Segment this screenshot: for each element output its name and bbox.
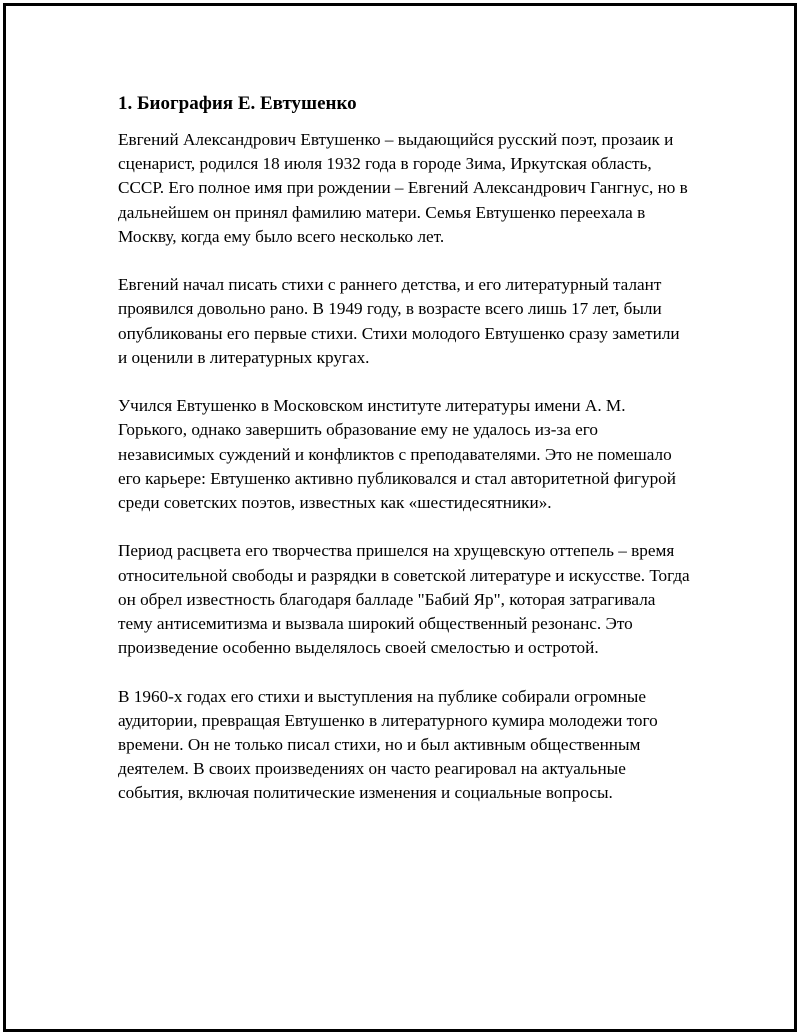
section-title: 1. Биография Е. Евтушенко	[118, 93, 357, 114]
document-body	[118, 92, 693, 830]
paragraph-birth: Евгений Александрович Евтушенко – выдающийся русский поэт, прозаик и сценарист, родился 18 июля 1932 года в городе Зима, Иркутская область, СССР. Его полное имя при рождении – Евгений Александрович Гангнус, но в дальнейшем он принял фамилию матери. Семья Евтушенко переехала в Москву, когда ему было всего несколько лет.	[118, 130, 688, 246]
paragraph-thaw-period: Период расцвета его творчества пришелся на хрущевскую оттепель – время относительной свободы и разрядки в советской литературе и искусстве. Тогда он обрел известность благодаря балладе "Бабий Яр", которая затрагивала тему антисемитизма и вызвала широкий общественный резонанс. Это произведение особенно выделялось своей смелостью и остротой.	[118, 541, 690, 658]
paragraph-early-poetry: Евгений начал писать стихи с раннего детства, и его литературный талант проявился довольно рано. В 1949 году, в возрасте всего лишь 17 лет, были опубликованы его первые стихи. Стихи молодого Евтушенко сразу заметили и оценили в литературных кругах.	[118, 275, 680, 367]
paragraph-education: Учился Евтушенко в Московском институте литературы имени А. М. Горького, однако завершить образование ему не удалось из-за его независимых суждений и конфликтов с преподавателями. Это не помешало его карьере: Евтушенко активно публиковался и стал авторитетной фигурой среди советских поэтов, известных как «шестидесятники».	[118, 396, 676, 513]
paragraph-1960s: В 1960-х годах его стихи и выступления на публике собирали огромные аудитории, превращая Евтушенко в литературного кумира молодежи того времени. Он не только писал стихи, но и был активным общественным деятелем. В своих произведениях он часто реагировал на актуальные события, включая политические изменения и социальные вопросы.	[118, 686, 658, 803]
